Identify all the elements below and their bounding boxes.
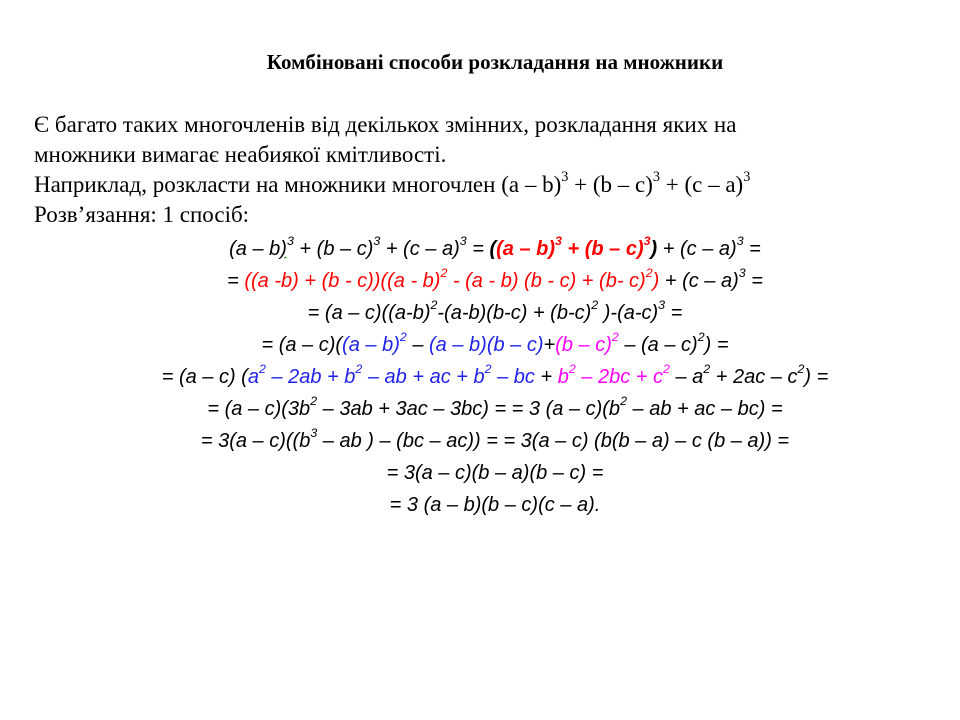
intro-line-3 (34, 170, 934, 200)
step-8: = 3(a – c)(b – a)(b – c) = (386, 462, 604, 484)
step-6: = $(a - c)(3b^2 - 3ab + 3ac - 3bc)$ = = 3 $(a - c)(b^2$ – ab + ac – bc) = (207, 394, 783, 420)
step-1: (a – b)$^3$ + (b – c)$^3$ + (c – a)$^3$ = ((a – b)$^3$ + (b – c)$^3$) + (c – a)$^3$ = (229, 234, 761, 260)
slide-title: Комбіновані способи розкладання на множники (266, 50, 724, 74)
step-4: = (a – c)((a – b)$^2$ – (a – b)(b – c)+(b – c)$^2$ – (a – c)$^2$) = (261, 330, 729, 356)
intro-text (34, 110, 934, 230)
step-2: = ((a -b) + (b - c))((a - b)$^2$ - (a - b) (b - c) + (b- c)$^2$) + (c – a)$^3$ = (227, 266, 763, 292)
solution-steps (0, 233, 960, 521)
exponent: 3 (561, 169, 569, 186)
exponent: 3 (743, 169, 751, 186)
intro-line-4: Розв’язання: 1 спосіб: (34, 202, 250, 227)
step-5: = (a – c) ($a^2 - 2ab + b^2$ – ab + ac + $b^2$ – bc + $b^2 - 2bc + c^2 - a^2 + 2ac - c^2$) = (161, 362, 829, 388)
intro-line-3-mid1: + (b – c) (568, 172, 653, 197)
intro-line-1: Є багато таких многочленів від декількох змінних, розкладання яких на (34, 112, 737, 137)
exponent: 3 (652, 169, 660, 186)
intro-line-3-prefix: Наприклад, розкласти на множники многочлен (a – b) (34, 172, 562, 197)
step-9: = 3 (a – b)(b – c)(c – a). (389, 494, 601, 516)
step-7: = $3(a - c)((b^3$ – ab ) – (bc – ac)) = = 3(a – c) (b(b – a) – c (b – a)) = (200, 426, 790, 452)
step-3: = $(a - c)((a-b)^2-(a-b)(b-c) + (b-c)^2$ )$-(a-c)^3$ = (307, 298, 683, 324)
intro-line-3-mid2: + (c – a) (659, 172, 744, 197)
intro-line-2: множники вимагає неабиякої кмітливості. (34, 142, 447, 167)
